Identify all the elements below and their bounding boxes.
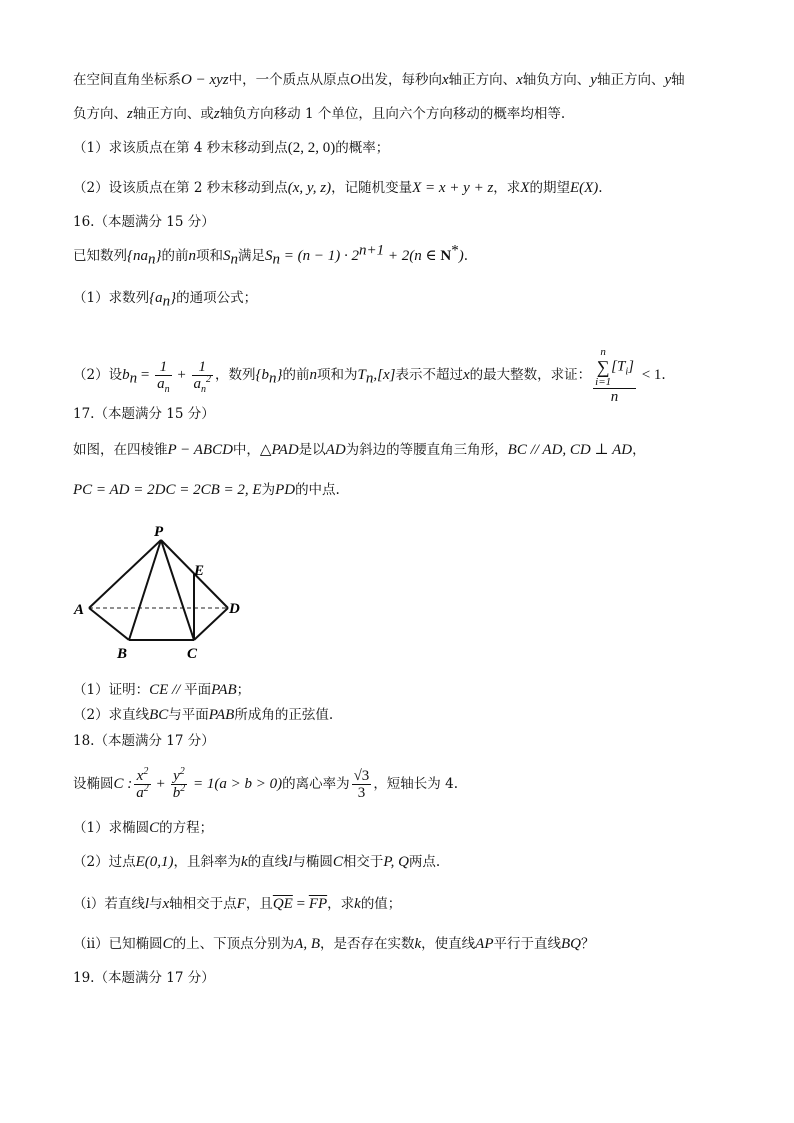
sum-fraction: n ∑ i=1 $[T_i]$ n: [595, 346, 634, 405]
p18-heading: 18.（本题满分 17 分）: [73, 733, 215, 749]
p15-statement-line1: 在空间直角坐标系O − xyz中，一个质点从原点O出发，每秒向x轴正方向、x轴负方向、y轴正方向、y轴: [73, 72, 685, 88]
label-p: P: [154, 524, 164, 540]
p16-heading: 16.（本题满分 15 分）: [73, 214, 215, 230]
p19-heading: 19.（本题满分 17 分）: [73, 970, 215, 986]
p16-question-2: （2）设$b_n$ = $\frac{1}{a_n}$ + $\frac{1}{a_n^2}$ ，数列$\{b_n\}$的前n项和为$T_n,[x]$表示不超过x的最大整数，求证： n ∑ i=1 $[T_i]$ n < 1.: [73, 346, 666, 405]
fraction: $\frac{1}{a_n^2}$: [193, 359, 212, 395]
label-e: E: [194, 563, 205, 579]
label-c: C: [187, 646, 198, 662]
p16-statement: 已知数列$\{na_n\}$的前n项和$S_n$满足$S_n = (n - 1) \cdot 2^{n+1} + 2(n$ ∈ N*).: [73, 242, 468, 268]
p17-question-1: （1）证明：CE // 平面PAB；: [73, 682, 251, 698]
fraction: $\frac{√3}{3}$: [353, 768, 370, 801]
p17-statement-line2: PC = AD = 2DC = 2CB = 2, E为PD的中点.: [73, 482, 340, 498]
p17-question-2: （2）求直线BC与平面PAB所成角的正弦值.: [73, 707, 334, 723]
label-a: A: [74, 602, 85, 618]
p18-question-1: （1）求椭圆C的方程；: [73, 820, 214, 836]
p15-statement-line2: 负方向、z轴正方向、或z轴负方向移动 1 个单位，且向六个方向移动的概率均相等.: [73, 106, 566, 122]
p17-statement-line1: 如图，在四棱锥P − ABCD中，△PAD是以AD为斜边的等腰直角三角形，BC // AD, CD ⊥ AD，: [73, 442, 646, 458]
label-d: D: [229, 601, 240, 617]
p18-statement: 设椭圆C : $\frac{x^2}{a^2}$ + $\frac{y^2}{b^2}$ = 1(a > b > 0)的离心率为 $\frac{√3}{3}$ ，短轴长为 4.: [73, 766, 458, 801]
pyramid-figure: [70, 520, 250, 665]
p17-heading: 17.（本题满分 15 分）: [73, 406, 215, 422]
edge-pc: [161, 540, 194, 640]
p15-question-2: （2）设该质点在第 2 秒末移动到点(x, y, z)，记随机变量X = x + y + z，求X的期望E(X).: [73, 180, 603, 196]
fraction: $\frac{1}{a_n}$: [157, 359, 170, 395]
p18-subquestion-i: （i）若直线l与x轴相交于点F，且$\overline{QE} = \overline{FP}$，求k的值；: [73, 896, 402, 912]
fraction: $\frac{y^2}{b^2}$: [172, 766, 186, 801]
edge-cd: [194, 608, 228, 640]
p18-subquestion-ii: （ii）已知椭圆C的上、下顶点分别为A, B，是否存在实数k，使直线AP平行于直线BQ？: [73, 936, 595, 952]
fraction: $\frac{x^2}{a^2}$: [136, 766, 149, 801]
p16-question-1: （1）求数列$\{a_n\}$的通项公式；: [73, 290, 258, 310]
p15-question-1: （1）求该质点在第 4 秒末移动到点(2, 2, 0)的概率；: [73, 140, 390, 156]
edge-ab: [89, 608, 129, 640]
label-b: B: [117, 646, 128, 662]
p18-question-2: （2）过点E(0,1)，且斜率为k的直线l与椭圆C相交于P, Q两点.: [73, 854, 441, 870]
